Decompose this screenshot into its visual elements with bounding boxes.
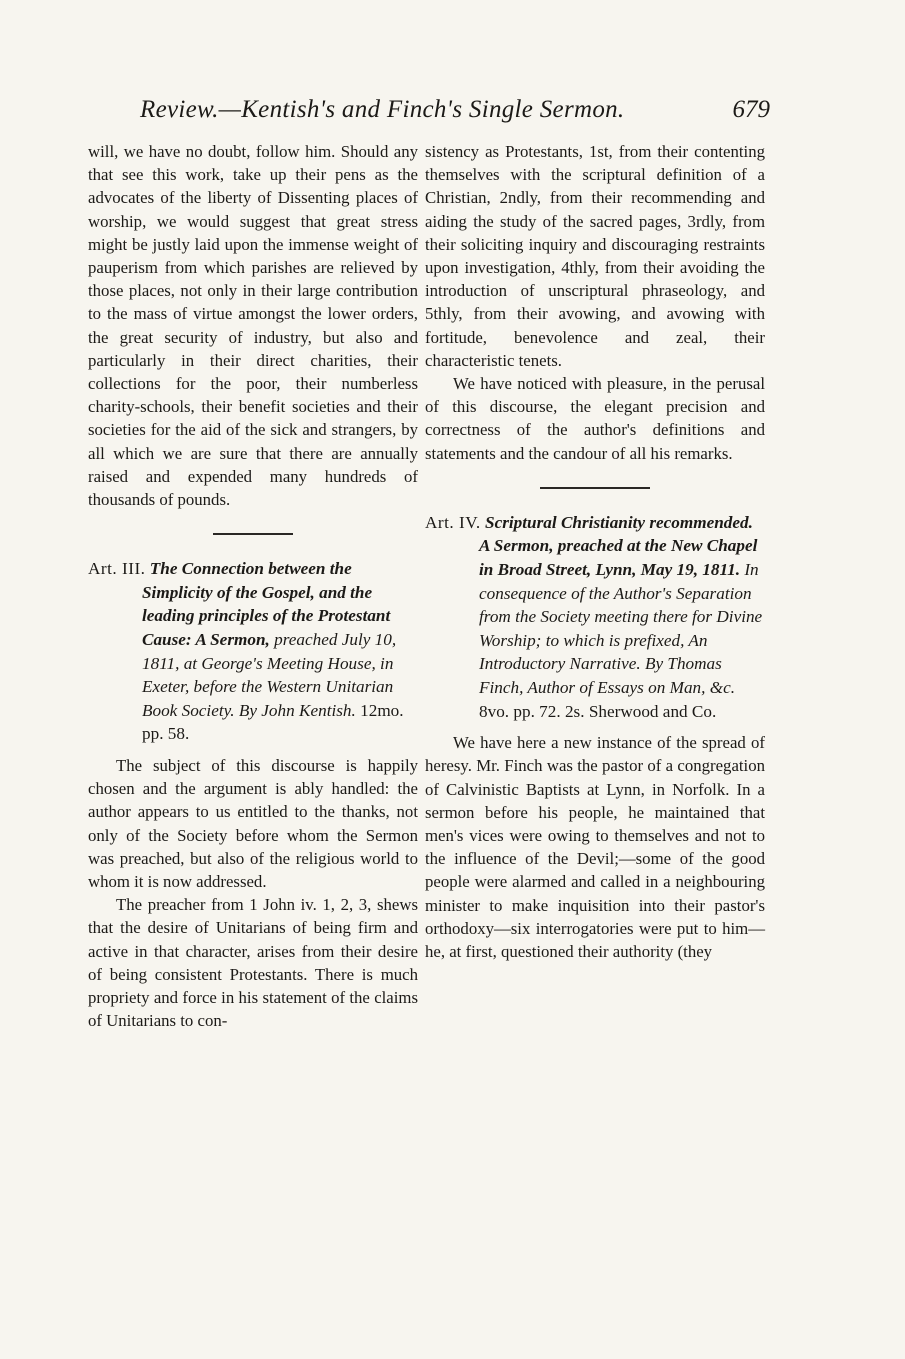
running-head <box>120 96 770 132</box>
article-description: In consequence of the Author's Separation from the Society meeting there for Divine Worship; to which is prefixed, An Introductory Narrative. By Thomas Finch, Author of Essays on Man, &c. <box>479 560 763 697</box>
paragraph-continuation: sistency as Protestants, 1st, from their contenting themselves with the scriptural definition of a Christian, 2ndly, from their recommending and aiding the study of the sacred pages, 3rdly, from their soliciting inquiry and discouraging restraints upon investigation, 4thly, from their avoiding the introduction of unscriptural phraseology, and 5thly, from their avowing, and avowing with fortitude, benevolence and zeal, their characteristic tenets. <box>425 142 765 370</box>
article-description: preached July 10, 1811, at George's Meeting House, in Exeter, before the Western Unitarian Book Society. By John Kentish. <box>142 630 397 720</box>
article-title: Scriptural Christianity recommended. A Sermon, preached at the New Chapel in Broad Street, Lynn, May 19, 1811. <box>479 512 758 580</box>
right-column <box>425 140 765 963</box>
article-publication: 12mo. pp. 58. <box>142 700 404 744</box>
article-number: Art. III. <box>88 559 146 579</box>
section-divider <box>213 533 293 535</box>
section-divider <box>540 487 650 489</box>
left-column <box>88 140 418 1032</box>
page-number: 679 <box>732 96 770 123</box>
article-heading-4 <box>425 511 765 723</box>
review-paragraph: The preacher from 1 John iv. 1, 2, 3, shews that the desire of Unitarians of being firm and active in that character, arises from their desire of being consistent Protestants. There is much propriety and force in his statement of the claims of Unitarians to con- <box>88 895 418 1031</box>
article-heading-3 <box>88 557 418 746</box>
article-publication: 8vo. pp. 72. 2s. Sherwood and Co. <box>479 701 717 721</box>
running-title: Review.—Kentish's and Finch's Single Sermon. <box>140 96 625 123</box>
review-paragraph: We have noticed with pleasure, in the perusal of this discourse, the elegant precision and correctness of the author's definitions and statements and the candour of all his remarks. <box>425 374 765 463</box>
review-paragraph: The subject of this discourse is happily chosen and the argument is ably handled: the author appears to us entitled to the thanks, not only of the Society before whom the Sermon was preached, but also of the religious world to whom it is now addressed. <box>88 756 418 892</box>
article-title: The Connection between the Simplicity of the Gospel, and the leading principles of the Protestant Cause: A Sermon, <box>142 559 391 650</box>
review-paragraph: We have here a new instance of the spread of heresy. Mr. Finch was the pastor of a congregation of Calvinistic Baptists at Lynn, in Norfolk. In a sermon before his people, he maintained that men's vices were owing to themselves and not to the influence of the Devil;—some of the good people were alarmed and called in a neighbouring minister to make inquisition into their pastor's orthodoxy—six interrogatories were put to him—he, at first, questioned their authority (they <box>425 733 765 962</box>
paragraph-continuation: will, we have no doubt, follow him. Should any that see this work, take up their pens as the advocates of the liberty of Dissenting places of worship, we would suggest that great stress might be justly laid upon the immense weight of pauperism from which parishes are relieved by those places, not only in their large contribution to the mass of virtue amongst the lower orders, the great security of industry, but also and particularly in their direct charities, their collections for the poor, their numberless charity-schools, their benefit societies and their societies for the aid of the sick and strangers, by all which we are sure that there are annually raised and expended many hundreds of thousands of pounds. <box>88 142 418 510</box>
article-number: Art. IV. <box>425 512 481 532</box>
